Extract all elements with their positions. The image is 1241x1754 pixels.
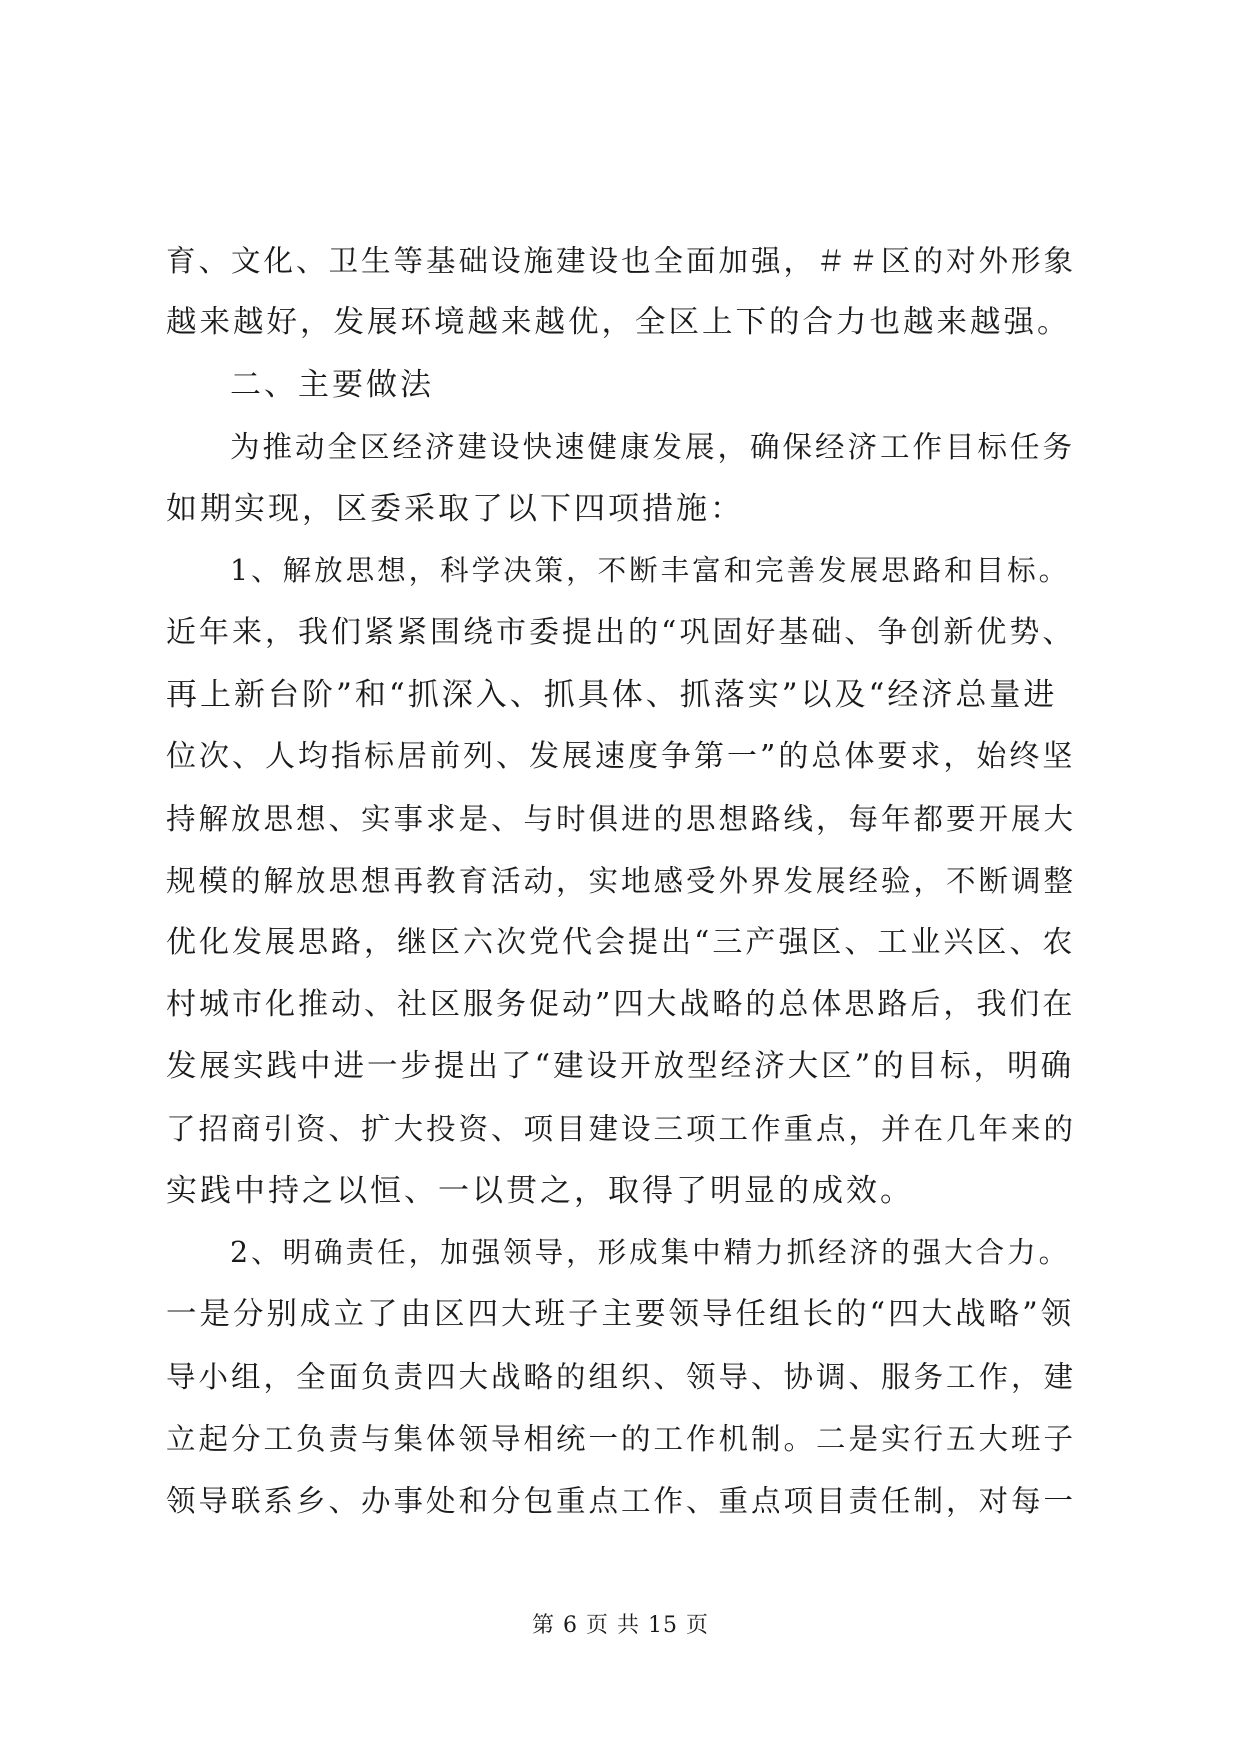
text-line: 位次、人均指标居前列、发展速度争第一”的总体要求，始终坚	[166, 739, 1076, 774]
text-line: 如期实现，区委采取了以下四项措施：	[166, 491, 744, 527]
text-line: 2、明确责任，加强领导，形成集中精力抓经济的强大合力。	[230, 1236, 1071, 1269]
text-line: 为推动全区经济建设快速健康发展，确保经济工作目标任务	[230, 430, 1076, 464]
text-line: 了招商引资、扩大投资、项目建设三项工作重点，并在几年来的	[166, 1112, 1077, 1146]
text-line: 育、文化、卫生等基础设施建设也全面加强，＃＃区的对外形象	[166, 244, 1077, 278]
text-line: 导小组，全面负责四大战略的组织、领导、协调、服务工作，建	[166, 1360, 1077, 1394]
section-heading: 二、主要做法	[230, 367, 434, 403]
text-line: 立起分工负责与集体领导相统一的工作机制。二是实行五大班子	[166, 1422, 1077, 1456]
text-line: 近年来，我们紧紧围绕市委提出的“巩固好基础、争创新优势、	[166, 615, 1076, 650]
text-line: 领导联系乡、办事处和分包重点工作、重点项目责任制，对每一	[166, 1484, 1077, 1518]
text-line: 规模的解放思想再教育活动，实地感受外界发展经验，不断调整	[166, 864, 1077, 898]
text-line: 发展实践中进一步提出了“建设开放型经济大区”的目标，明确	[166, 1049, 1075, 1084]
text-line: 再上新台阶”和“抓深入、抓具体、抓落实”以及“经济总量进	[166, 677, 1058, 713]
document-body	[166, 230, 1076, 1532]
text-line: 越来越好，发展环境越来越优，全区上下的合力也越来越强。	[166, 305, 1071, 340]
text-line: 优化发展思路，继区六次党代会提出“三产强区、工业兴区、农	[166, 925, 1076, 960]
text-line: 持解放思想、实事求是、与时俱进的思想路线，每年都要开展大	[166, 802, 1077, 836]
text-line: 1、解放思想，科学决策，不断丰富和完善发展思路和目标。	[230, 554, 1071, 587]
text-line: 一是分别成立了由区四大班子主要领导任组长的“四大战略”领	[166, 1297, 1075, 1332]
page-number-footer: 第 6 页 共 15 页	[532, 1613, 709, 1638]
text-line: 村城市化推动、社区服务促动”四大战略的总体思路后，我们在	[166, 987, 1076, 1022]
text-line: 实践中持之以恒、一以贯之，取得了明显的成效。	[166, 1173, 914, 1209]
